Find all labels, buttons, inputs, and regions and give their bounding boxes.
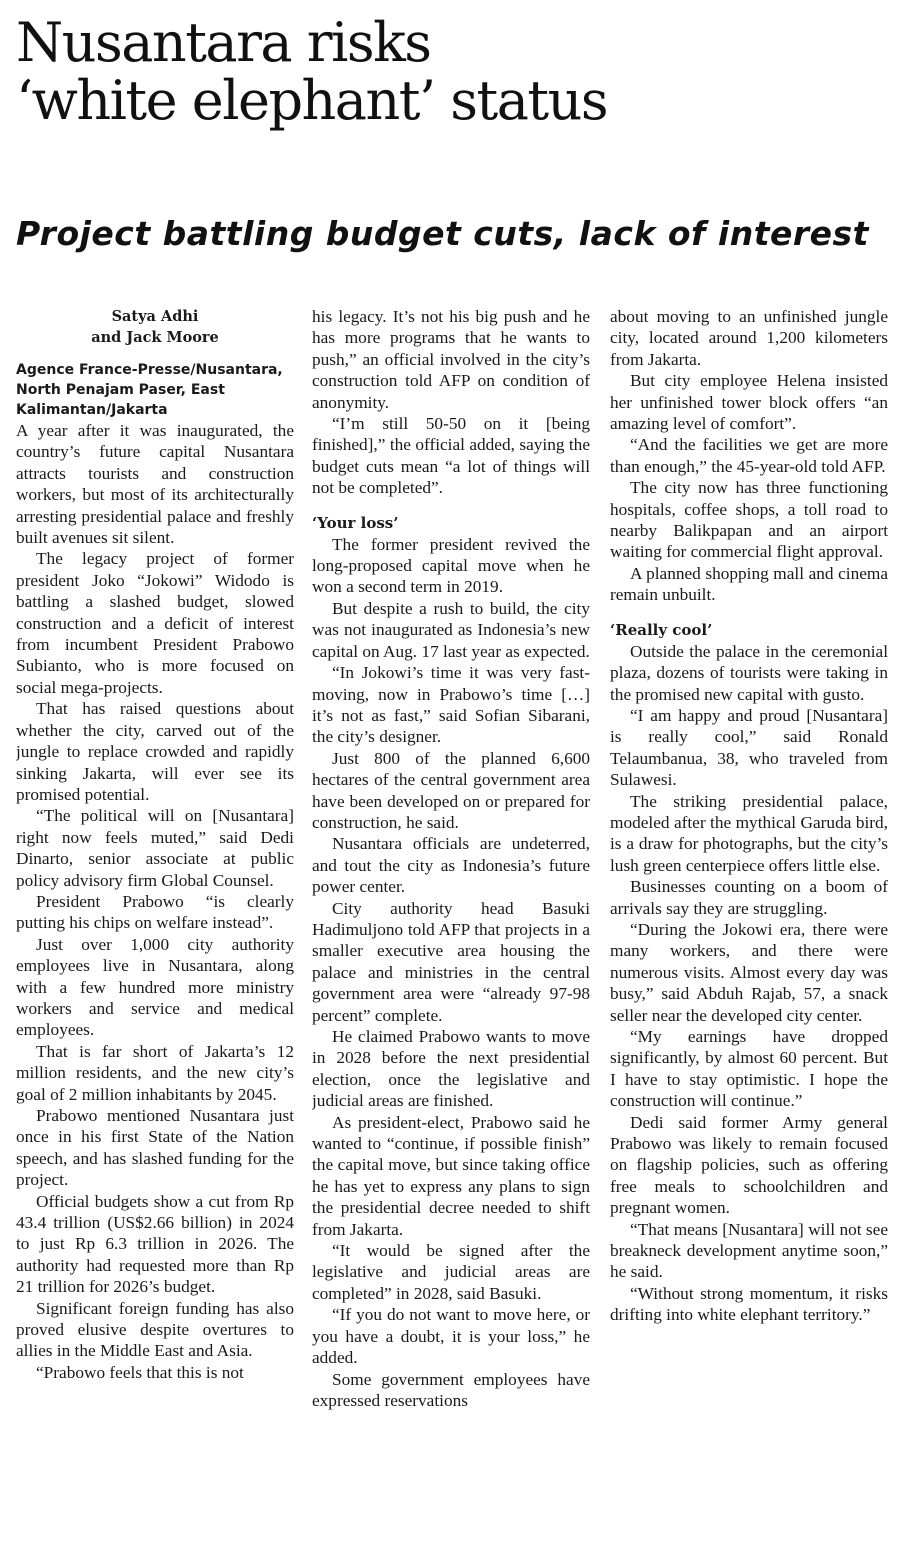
byline-author-2: and Jack Moore — [91, 329, 219, 346]
column-2-body-b — [312, 534, 590, 1412]
paragraph: Businesses counting on a boom of arrivals say they are struggling. — [610, 877, 888, 918]
paragraph: “I am happy and proud [Nusantara] is really cool,” said Ronald Telaumbanua, 38, who traveled from Sulawesi. — [610, 705, 888, 790]
paragraph: “That means [Nusantara] will not see breakneck development anytime soon,” he said. — [610, 1219, 888, 1282]
paragraph: “During the Jokowi era, there were many workers, and there were numerous visits. Almost every day was busy,” said Abduh Rajab, 57, a snack seller near the developed city center. — [610, 919, 888, 1025]
column-3 — [610, 306, 888, 1556]
dateline-line-2: North Penajam Paser, East — [16, 382, 225, 398]
paragraph: Official budgets show a cut from Rp 43.4 trillion (US$2.66 billion) in 2024 to just Rp 6.3 trillion in 2026. The authority had requested more than Rp 21 trillion for 2026’s budget. — [16, 1191, 294, 1297]
paragraph: “Without strong momentum, it risks drifting into white elephant territory.” — [610, 1283, 888, 1325]
column-2 — [312, 306, 590, 1556]
dateline-line-1: Agence France-Presse/Nusantara, — [16, 362, 283, 378]
paragraph: A year after it was inaugurated, the country’s future capital Nusantara attracts tourists and construction workers, but most of its architecturally arresting presidential palace and freshly built avenues sit silent. — [16, 421, 294, 548]
headline — [16, 11, 906, 132]
section-subhead-your-loss: ‘Your loss’ — [312, 513, 399, 532]
paragraph: “In Jokowi’s time it was very fast-moving, now in Prabowo’s time […] it’s not as fast,” said Sofian Sibarani, the city’s designer. — [312, 663, 590, 747]
paragraph: A planned shopping mall and cinema remain unbuilt. — [610, 563, 888, 605]
paragraph: The former president revived the long-proposed capital move when he won a second term in 2019. — [312, 534, 590, 597]
paragraph: “And the facilities we get are more than enough,” the 45-year-old told AFP. — [610, 435, 888, 476]
paragraph: The striking presidential palace, modeled after the mythical Garuda bird, is a draw for photographs, but the city’s lush green centerpiece offers little else. — [610, 791, 888, 875]
column-2-body-a — [312, 306, 590, 499]
paragraph: Just over 1,000 city authority employees live in Nusantara, along with a few hundred more ministry workers and service and medical employees. — [16, 934, 294, 1040]
paragraph: That has raised questions about whether the city, carved out of the jungle to replace crowded and rapidly sinking Jakarta, will ever see its promised potential. — [16, 699, 294, 804]
paragraph: Significant foreign funding has also proved elusive despite overtures to allies in the Middle East and Asia. — [16, 1298, 294, 1361]
section-subhead-really-cool: ‘Really cool’ — [610, 620, 713, 639]
column-3-body-b — [610, 641, 888, 1326]
paragraph: about moving to an unfinished jungle city, located around 1,200 kilometers from Jakarta. — [610, 307, 888, 369]
paragraph: President Prabowo “is clearly putting his chips on welfare instead”. — [16, 891, 294, 933]
paragraph: That is far short of Jakarta’s 12 million residents, and the new city’s goal of 2 million inhabitants by 2045. — [16, 1041, 294, 1104]
paragraph: The city now has three functioning hospitals, coffee shops, a toll road to nearby Balikpapan and an airport waiting for commercial flight approval. — [610, 478, 888, 562]
paragraph: “The political will on [Nusantara] right now feels muted,” said Dedi Dinarto, senior associate at public policy advisory firm Global Counsel. — [16, 806, 294, 890]
paragraph: City authority head Basuki Hadimuljono told AFP that projects in a smaller executive area housing the palace and ministries in the central government area were “already 97-98 percent” complete. — [312, 898, 590, 1025]
headline-line-2: ‘white elephant’ status — [16, 69, 608, 132]
paragraph: his legacy. It’s not his big push and he has more programs that he wants to push,” an official involved in the city’s construction told AFP on condition of anonymity. — [312, 307, 590, 412]
byline-author-1: Satya Adhi — [111, 308, 199, 325]
column-1 — [16, 306, 294, 1556]
byline — [16, 306, 294, 348]
paragraph: Nusantara officials are undeterred, and tout the city as Indonesia’s future power center. — [312, 834, 590, 897]
paragraph: Prabowo mentioned Nusantara just once in his first State of the Nation speech, and has slashed funding for the project. — [16, 1106, 294, 1190]
paragraph: Dedi said former Army general Prabowo was likely to remain focused on flagship policies, such as offering free meals to schoolchildren and pregnant women. — [610, 1112, 888, 1218]
paragraph: “It would be signed after the legislative and judicial areas are completed” in 2028, said Basuki. — [312, 1241, 590, 1303]
paragraph: Some government employees have expressed reservations — [312, 1369, 590, 1410]
paragraph: “I’m still 50-50 on it [being finished],” the official added, saying the budget cuts mean “a lot of things will not be completed”. — [312, 414, 590, 498]
paragraph: “My earnings have dropped significantly, by almost 60 percent. But I have to stay optimistic. I hope the construction will continue.” — [610, 1027, 888, 1111]
paragraph: Outside the palace in the ceremonial plaza, dozens of tourists were taking in the promised new capital with gusto. — [610, 641, 888, 704]
paragraph: But despite a rush to build, the city was not inaugurated as Indonesia’s new capital on Aug. 17 last year as expected. — [312, 598, 590, 661]
headline-line-1: Nusantara risks — [16, 11, 431, 74]
dateline — [16, 360, 294, 420]
paragraph: Just 800 of the planned 6,600 hectares of the central government area have been developed on or prepared for construction, he said. — [312, 748, 590, 832]
paragraph: He claimed Prabowo wants to move in 2028 before the next presidential election, once the legislative and judicial areas are finished. — [312, 1027, 590, 1111]
column-3-body-a — [610, 306, 888, 606]
dateline-line-3: Kalimantan/Jakarta — [16, 402, 168, 418]
paragraph: But city employee Helena insisted her unfinished tower block offers “an amazing level of comfort”. — [610, 371, 888, 434]
paragraph: As president-elect, Prabowo said he wanted to “continue, if possible finish” the capital move, but since taking office he has yet to express any plans to sign the presidential decree needed to shift from Jakarta. — [312, 1112, 590, 1239]
column-1-body — [16, 420, 294, 1383]
paragraph: The legacy project of former president Joko “Jokowi” Widodo is battling a slashed budget, slowed construction and a deficit of interest from incumbent President Prabowo Subianto, who is more focused on social mega-projects. — [16, 549, 294, 697]
paragraph: “Prabowo feels that this is not — [36, 1362, 244, 1382]
paragraph: “If you do not want to move here, or you have a doubt, it is your loss,” he added. — [312, 1305, 590, 1368]
subheadline: Project battling budget cuts, lack of interest — [16, 214, 869, 253]
